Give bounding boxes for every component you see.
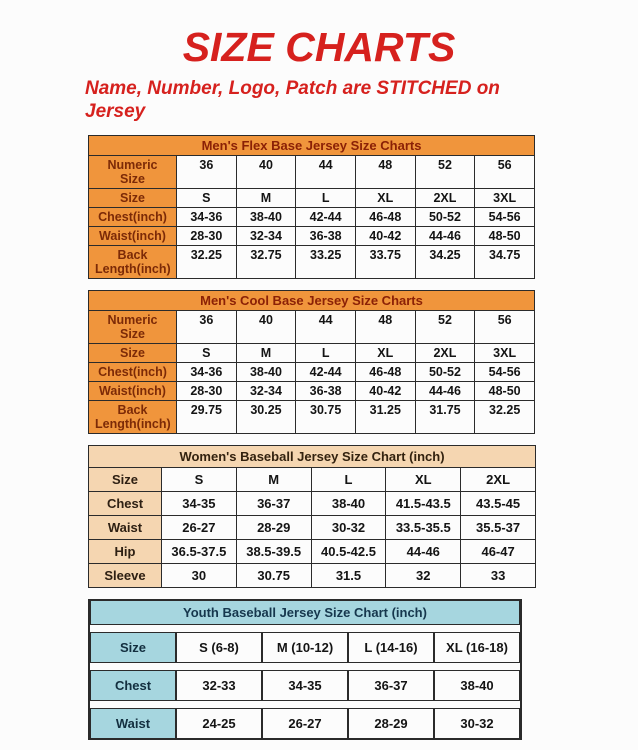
size-cell: 41.5-43.5 [386,492,461,516]
table-title: Youth Baseball Jersey Size Chart (inch) [90,600,520,625]
size-cell: 36.5-37.5 [162,540,237,564]
size-cell: 56 [475,311,535,344]
size-cell: 36-37 [236,492,311,516]
size-cell: 33.75 [355,246,415,279]
size-cell: 44 [296,311,356,344]
size-cell: M [236,344,296,363]
size-cell: S [162,468,237,492]
row-label: Waist [90,708,176,739]
size-cell: S (6-8) [176,632,262,663]
size-cell: 33.5-35.5 [386,516,461,540]
size-cell: 46-47 [461,540,536,564]
row-label: Sleeve [89,564,162,588]
size-cell: 32.75 [236,246,296,279]
size-cell: XL [355,189,415,208]
table-row [89,468,536,492]
size-cell: 30.75 [236,564,311,588]
size-cell: 40 [236,311,296,344]
size-table [88,445,536,588]
size-cell: 3XL [475,344,535,363]
size-cell: 29.75 [177,401,237,434]
size-cell: 38-40 [236,363,296,382]
size-cell: 24-25 [176,708,262,739]
size-cell: 46-48 [355,363,415,382]
table-row [89,156,535,189]
size-cell: 30 [162,564,237,588]
size-cell: 40 [236,156,296,189]
row-label: Waist [89,516,162,540]
row-label: Numeric Size [89,156,177,189]
table-title-row [89,136,535,156]
table-row [90,708,520,739]
size-cell: 33 [461,564,536,588]
row-label: Chest(inch) [89,208,177,227]
table-title: Men's Flex Base Jersey Size Charts [89,136,535,156]
size-table-mens_flex [88,135,638,279]
size-cell: XL (16-18) [434,632,520,663]
table-row [89,363,535,382]
table-row [89,344,535,363]
size-cell: 36-38 [296,227,356,246]
size-cell: M [236,468,311,492]
size-cell: 36-37 [348,670,434,701]
table-row [90,632,520,663]
size-cell: 32.25 [475,401,535,434]
table-title: Men's Cool Base Jersey Size Charts [89,291,535,311]
size-table [90,599,520,740]
table-row [89,540,536,564]
size-cell: 3XL [475,189,535,208]
size-cell: L [296,189,356,208]
size-cell: 2XL [415,189,475,208]
size-cell: 26-27 [162,516,237,540]
table-title-row [89,446,536,468]
size-cell: 34-36 [177,208,237,227]
size-cell: 32 [386,564,461,588]
page-title: SIZE CHARTS [182,24,456,70]
table-row [89,516,536,540]
size-cell: XL [386,468,461,492]
table-row [89,246,535,279]
size-cell: 30-32 [311,516,386,540]
size-cell: 48-50 [475,382,535,401]
size-cell: 32-34 [236,227,296,246]
size-cell: 40-42 [355,227,415,246]
size-table-womens [88,445,638,588]
size-cell: 34-35 [162,492,237,516]
size-cell: 2XL [415,344,475,363]
size-cell: 44-46 [415,382,475,401]
table-title-row [89,291,535,311]
size-cell: 48-50 [475,227,535,246]
page-subtitle: Name, Number, Logo, Patch are STITCHED on Jersey [85,78,500,123]
size-cell: 26-27 [262,708,348,739]
row-label: Hip [89,540,162,564]
size-cell: 52 [415,311,475,344]
table-row [89,227,535,246]
size-cell: 44-46 [386,540,461,564]
table-row [89,208,535,227]
size-cell: 54-56 [475,208,535,227]
table-row [89,189,535,208]
size-cell: 35.5-37 [461,516,536,540]
size-cell: 38-40 [434,670,520,701]
size-cell: 40.5-42.5 [311,540,386,564]
size-cell: 32.25 [177,246,237,279]
size-table-youth [88,599,522,740]
size-cell: 40-42 [355,382,415,401]
row-label: Waist(inch) [89,382,177,401]
size-cell: 30.25 [236,401,296,434]
size-cell: 36-38 [296,382,356,401]
size-cell: 34.75 [475,246,535,279]
table-row [89,401,535,434]
row-label: Numeric Size [89,311,177,344]
row-label: Back Length(inch) [89,401,177,434]
row-label: Chest(inch) [89,363,177,382]
size-cell: L (14-16) [348,632,434,663]
row-label: Size [89,189,177,208]
size-cell: 38-40 [311,492,386,516]
row-label: Size [90,632,176,663]
size-table-mens_cool [88,290,638,434]
row-label: Chest [90,670,176,701]
size-cell: XL [355,344,415,363]
row-label: Size [89,344,177,363]
size-cell: 44 [296,156,356,189]
size-cell: 43.5-45 [461,492,536,516]
size-cell: S [177,189,237,208]
size-cell: 32-34 [236,382,296,401]
size-cell: 36 [177,311,237,344]
size-cell: 28-30 [177,382,237,401]
size-cell: 32-33 [176,670,262,701]
size-cell: 48 [355,156,415,189]
table-row [90,670,520,701]
size-cell: 30-32 [434,708,520,739]
size-cell: 34.25 [415,246,475,279]
size-table [88,135,535,279]
size-tables [88,135,638,740]
row-label: Chest [89,492,162,516]
size-cell: 38.5-39.5 [236,540,311,564]
size-cell: M (10-12) [262,632,348,663]
size-cell: 50-52 [415,363,475,382]
table-title: Women's Baseball Jersey Size Chart (inch) [89,446,536,468]
row-label: Waist(inch) [89,227,177,246]
row-label: Back Length(inch) [89,246,177,279]
size-cell: 33.25 [296,246,356,279]
size-cell: 31.25 [355,401,415,434]
table-title-row [90,600,520,625]
size-cell: 54-56 [475,363,535,382]
size-cell: 56 [475,156,535,189]
size-cell: 38-40 [236,208,296,227]
size-table [88,290,535,434]
size-cell: L [296,344,356,363]
size-cell: 50-52 [415,208,475,227]
size-cell: 30.75 [296,401,356,434]
size-cell: 34-36 [177,363,237,382]
table-row [89,492,536,516]
size-cell: 34-35 [262,670,348,701]
size-cell: 36 [177,156,237,189]
table-row [89,564,536,588]
size-cell: 42-44 [296,208,356,227]
size-cell: 28-29 [348,708,434,739]
size-cell: 52 [415,156,475,189]
size-cell: L [311,468,386,492]
row-label: Size [89,468,162,492]
size-cell: 48 [355,311,415,344]
size-cell: S [177,344,237,363]
size-cell: M [236,189,296,208]
size-cell: 31.5 [311,564,386,588]
table-row [89,382,535,401]
size-cell: 44-46 [415,227,475,246]
size-cell: 42-44 [296,363,356,382]
size-cell: 46-48 [355,208,415,227]
size-cell: 28-30 [177,227,237,246]
size-cell: 28-29 [236,516,311,540]
size-cell: 2XL [461,468,536,492]
table-row [89,311,535,344]
size-cell: 31.75 [415,401,475,434]
